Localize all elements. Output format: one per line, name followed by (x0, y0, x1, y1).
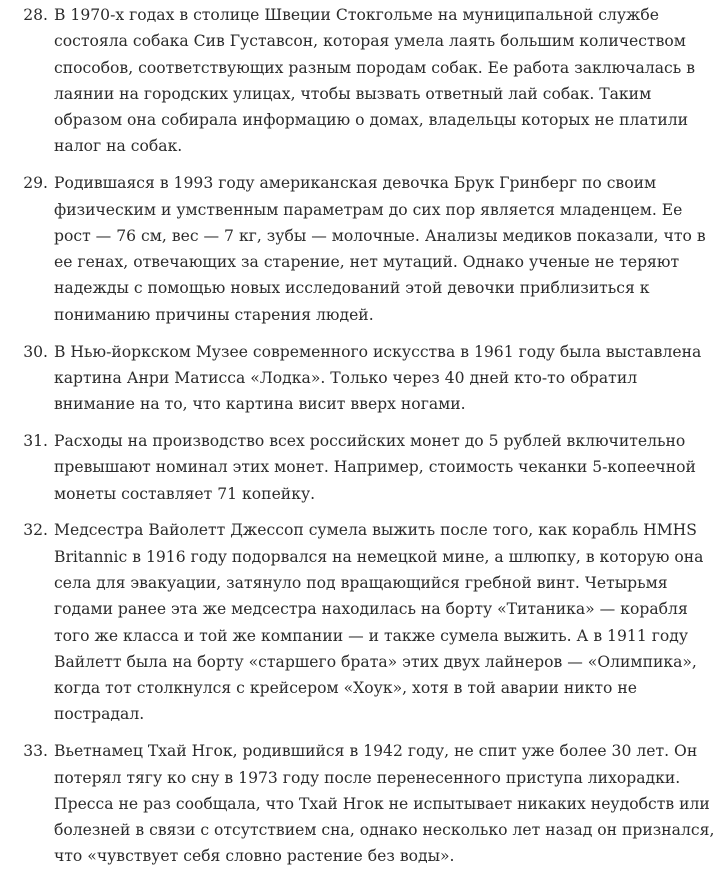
fact-item (0, 2, 727, 160)
fact-item (0, 738, 727, 869)
fact-number: 29. (23, 174, 48, 193)
fact-text: Родившаяся в 1993 году американская девочка Брук Гринберг по своим физическим и умственным параметрам до сих пор является младенцем. Ее рост — 76 см, вес — 7 кг, зубы — молочные. Анализы медиков показали, что в ее генах, отвечающих за старение, нет мутаций. Однако ученые не теряют надежды с помощью новых исследований этой девочки приблизиться к пониманию причины старения людей. (54, 174, 706, 324)
fact-number: 33. (23, 742, 48, 761)
fact-item (0, 428, 727, 507)
fact-item (0, 517, 727, 727)
fact-text: Вьетнамец Тхай Нгок, родившийся в 1942 году, не спит уже более 30 лет. Он потерял тягу ко сну в 1973 году после перенесенного приступа лихорадки. Пресса не раз сообщала, что Тхай Нгок не испытывает никаких неудобств или болезней в связи с отсутствием сна, однако несколько лет назад он признался, что «чувствует себя словно растение без воды». (54, 742, 715, 866)
fact-number: 28. (23, 6, 48, 24)
fact-text: Расходы на производство всех российских монет до 5 рублей включительно превышают номинал этих монет. Например, стоимость чеканки 5-копеечной монеты составляет 71 копейку. (54, 431, 696, 503)
fact-text: В 1970-х годах в столице Швеции Стокгольме на муниципальной службе состояла собака Сив Густавсон, которая умела лаять большим количеством способов, соответствующих разным породам собак. Ее работа заключалась в лаянии на городских улицах, чтобы вызвать ответный лай собак. Таким образом она собирала информацию о домах, владельцы которых не платили налог на собак. (54, 6, 695, 156)
fact-item (0, 339, 727, 418)
fact-number: 31. (23, 431, 48, 450)
fact-number: 32. (23, 521, 48, 540)
fact-text: В Нью-йоркском Музее современного искусства в 1961 году была выставлена картина Анри Матисса «Лодка». Только через 40 дней кто-то обратил внимание на то, что картина висит вверх ногами. (54, 342, 702, 414)
fact-number: 30. (23, 342, 48, 361)
fact-text: Медсестра Вайолетт Джессоп сумела выжить после того, как корабль HMHS Britannic в 1916 году подорвался на немецкой мине, а шлюпку, в которую она села для эвакуации, затянуло под вращающийся гребной винт. Четырьмя годами ранее эта же медсестра находилась на борту «Титаника» — корабля того же класса и той же компании — и также сумела выжить. А в 1911 году Вайлетт была на борту «старшего брата» этих двух лайнеров — «Олимпика», когда тот столкнулся с крейсером «Хоук», хотя в той аварии никто не пострадал. (54, 521, 704, 724)
fact-item (0, 170, 727, 328)
